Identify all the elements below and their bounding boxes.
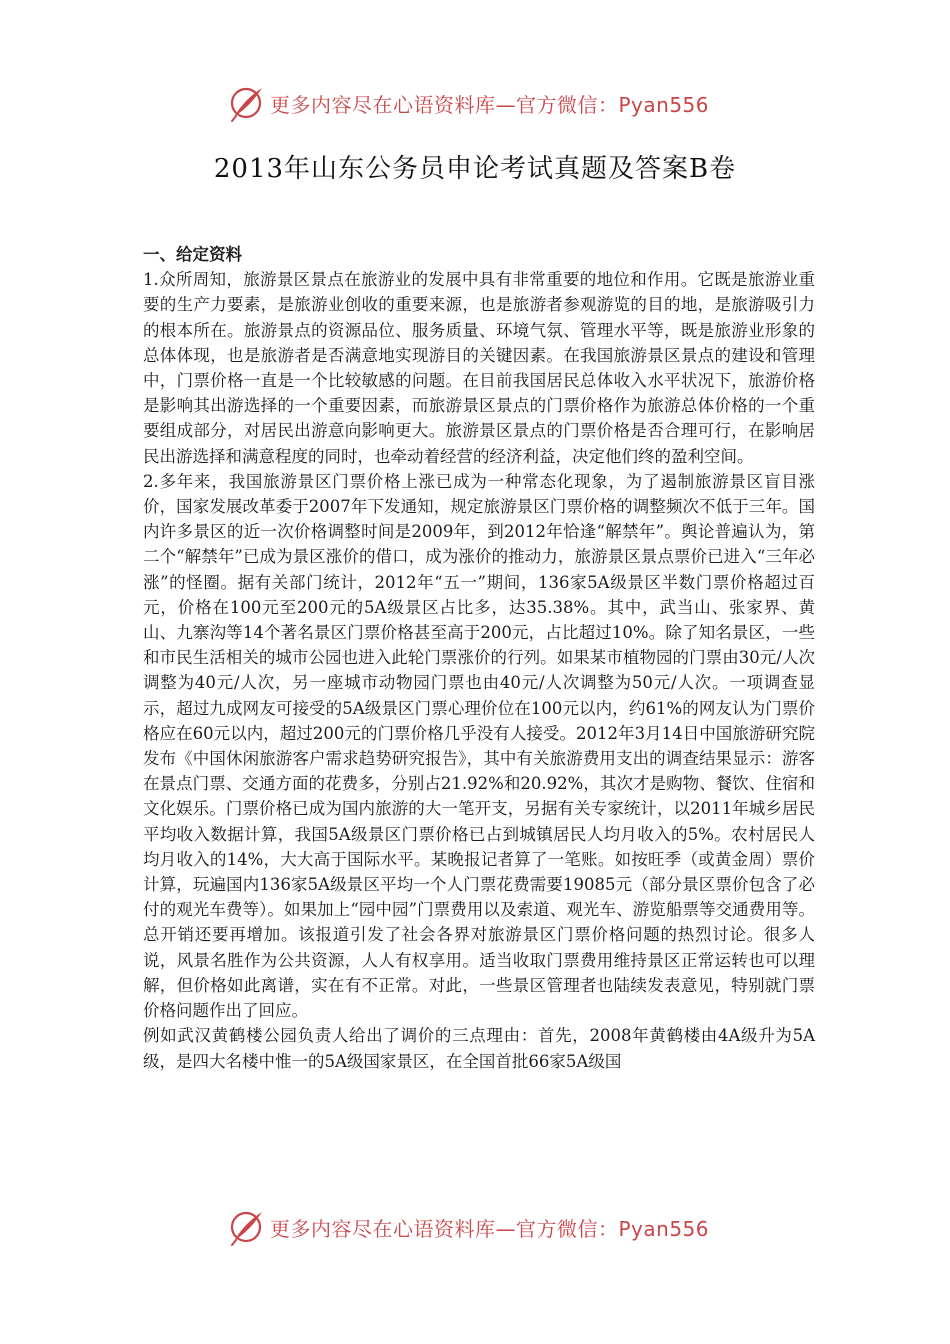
header-banner: [226, 82, 746, 124]
section-heading: 一、给定资料: [143, 245, 242, 264]
page-title: 2013年山东公务员申论考试真题及答案B卷: [213, 154, 737, 184]
paragraph-2: 2.多年来，我国旅游景区门票价格上涨已成为一种常态化现象，为了遏制旅游景区盲目涨价，国家发展改革委于2007年下发通知，规定旅游景区门票价格的调整频次不低于三年。国内许多景区的近一次价格调整时间是2009年，到2012年恰逢“解禁年”。舆论普遍认为，第二个“解禁年”已成为景区涨价的借口，成为涨价的推动力，旅游景区景点票价已进入“三年必涨”的怪圈。据有关部门统计，2012年“五一”期间，136家5A级景区半数门票价格超过百元，价格在100元至200元的5A级景区占比多，达35.38%。其中，武当山、张家界、黄山、九寨沟等14个著名景区门票价格甚至高于200元，占比超过10%。除了知名景区，一些和市民生活相关的城市公园也进入此轮门票涨价的行列。如果某市植物园的门票由30元/人次调整为40元/人次，另一座城市动物园门票也由40元/人次调整为50元/人次。一项调查显示，超过九成网友可接受的5A级景区门票心理价位在100元以内，约61%的网友认为门票价格应在60元以内，超过200元的门票价格几乎没有人接受。2012年3月14日中国旅游研究院发布《中国休闲旅游客户需求趋势研究报告》，其中有关旅游费用支出的调查结果显示：游客在景点门票、交通方面的花费多，分别占21.92%和20.92%，其次才是购物、餐饮、住宿和文化娱乐。门票价格已成为国内旅游的大一笔开支，另据有关专家统计，以2011年城乡居民平均收入数据计算，我国5A级景区门票价格已占到城镇居民人均月收入的5%。农村居民人均月收入的14%，大大高于国际水平。某晚报记者算了一笔账。如按旺季（或黄金周）票价计算，玩遍国内136家5A级景区平均一个人门票花费需要19085元（部分景区票价包含了必付的观光车费等）。如果加上“园中园”门票费用以及索道、观光车、游览船票等交通费用等。总开销还要再增加。该报道引发了社会各界对旅游景区门票价格问题的热烈讨论。很多人说，风景名胜作为公共资源，人人有权享用。适当收取门票费用维持景区正常运转也可以理解，但价格如此离谱，实在有不正常。对此，一些景区管理者也陆续发表意见，特别就门票价格问题作出了回应。: [143, 471, 815, 1021]
document-body: [143, 242, 815, 1074]
header-banner-text: 更多内容尽在心语资料库—官方微信：Pyan556: [270, 92, 710, 117]
quill-logo-icon: [226, 83, 266, 123]
quill-logo-icon: [226, 1207, 266, 1247]
paragraph-3: 例如武汉黄鹤楼公园负责人给出了调价的三点理由：首先，2008年黄鹤楼由4A级升为5A级，是四大名楼中惟一的5A级国家景区，在全国首批66家5A级国: [143, 1026, 815, 1071]
footer-banner-text: 更多内容尽在心语资料库—官方微信：Pyan556: [270, 1216, 710, 1241]
paragraph-1: 1.众所周知，旅游景区景点在旅游业的发展中具有非常重要的地位和作用。它既是旅游业重要的生产力要素，是旅游业创收的重要来源，也是旅游者参观游览的目的地，是旅游吸引力的根本所在。旅游景点的资源品位、服务质量、环境气氛、管理水平等，既是旅游业形象的总体体现，也是旅游者是否满意地实现游目的关键因素。在我国旅游景区景点的建设和管理中，门票价格一直是一个比较敏感的问题。在目前我国居民总体收入水平状况下，旅游价格是影响其出游选择的一个重要因素，而旅游景区景点的门票价格作为旅游总体价格的一个重要组成部分，对居民出游意向影响更大。旅游景区景点的门票价格是否合理可行，在影响居民出游选择和满意程度的同时，也牵动着经营的经济利益，决定他们终的盈利空间。: [143, 270, 815, 466]
footer-banner: [226, 1206, 746, 1248]
